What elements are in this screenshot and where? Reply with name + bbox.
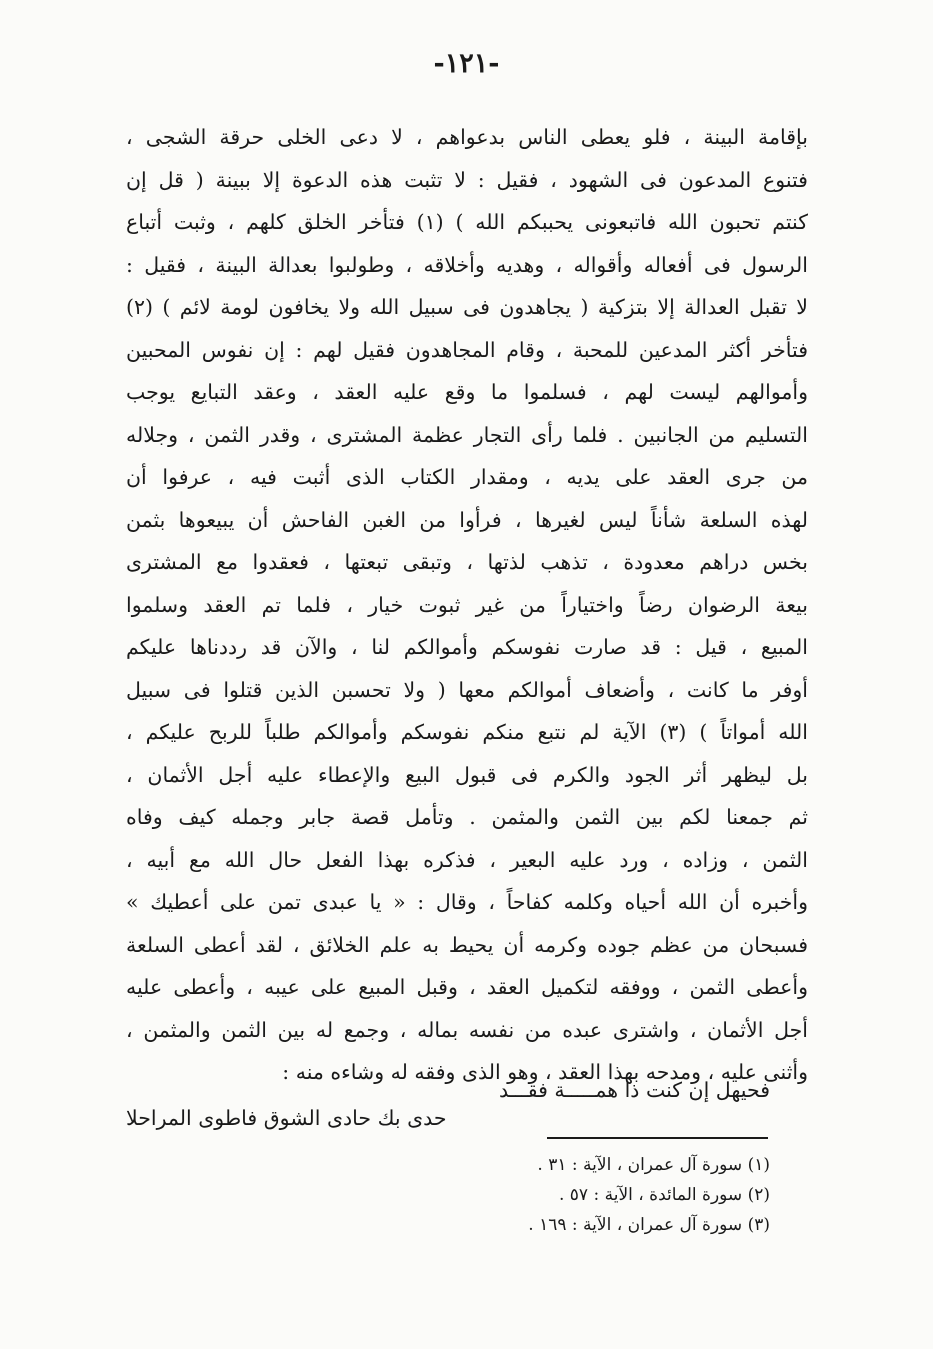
footnote: (١) سورة آل عمران ، الآية : ٣١ . [537,1155,770,1175]
text-line: بيعة الرضوان رضاً واختياراً من غير ثبوت خيار ، فلما تم العقد وسلموا [126,592,808,617]
text-line: بل ليظهر أثر الجود والكرم فى قبول البيع والإعطاء عليه أجل الأثمان ، [126,762,808,787]
verse-line-2-text: حدى بك حادى الشوق فاطوى المراحلا [126,1106,447,1130]
footnote: (٢) سورة المائدة ، الآية : ٥٧ . [558,1185,770,1205]
footnotes [300,1150,770,1240]
text-line: لهذه السلعة شأناً ليس لغيرها ، فرأوا من الغبن الفاحش أن يبيعوها بثمن [126,507,808,532]
text-line: وأعطى الثمن ، ووفقه لتكميل العقد ، وقبل المبيع على عيبه ، وأعطى عليه [126,975,808,999]
text-line: أوفر ما كانت ، وأضعاف أموالكم معها ( ولا تحسبن الذين قتلوا فى سبيل [126,677,808,702]
text-line: وأخبره أن الله أحياه وكلمه كفاحاً ، وقال : « يا عبدى تمن على أعطيك » [126,890,808,914]
text-line: وأموالهم ليست لهم ، فسلموا ما وقع عليه العقد ، وعقد التبايع يوجب [126,380,808,404]
text-line: الله أمواتاً ) (٣) الآية لم نتبع منكم نفوسكم وأموالكم طلباً للربح عليكم ، [126,720,808,744]
text-line: بخس دراهم معدودة ، تذهب لذتها ، وتبقى تبعتها ، فعقدوا مع المشترى [126,550,808,574]
verse-line-1: فحيهل إن كنت ذا همـــــة فقـــد [498,1078,770,1102]
text-line: وأثنى عليه ، ومدحه بهذا العقد ، وهو الذى وفقه له وشاءه منه : [282,1060,808,1084]
text-line: فسبحان من عظم جوده وكرمه أن يحيط به علم الخلائق ، لقد أعطى السلعة [126,932,808,957]
text-line: فتنوع المدعون فى الشهود ، فقيل : لا تثبت هذه الدعوة إلا ببينة ( قل إن [126,167,808,192]
footnote-separator [547,1137,768,1139]
text-line: ثم جمعنا لكم بين الثمن والمثمن . وتأمل قصة جابر وجمله كيف وفاه [126,805,808,829]
text-line: كنتم تحبون الله فاتبعونى يحببكم الله ) (١) فتأخر الخلق كلهم ، وثبت أتباع [126,210,808,234]
text-line: من جرى العقد على يديه ، ومقدار الكتاب الذى أثبت فيه ، عرفوا أن [126,465,808,489]
text-line: الثمن ، وزاده ، ورد عليه البعير ، فذكره بهذا الفعل حال الله مع أبيه ، [126,847,808,872]
text-line: لا تقبل العدالة إلا بتزكية ( يجاهدون فى سبيل الله ولا يخافون لومة لائم ) (٢) [126,295,808,319]
body-text [126,116,808,1094]
text-line: التسليم من الجانبين . فلما رأى التجار عظمة المشترى ، وقدر الثمن ، وجلاله [126,422,808,447]
verse-line-2 [126,1106,808,1130]
text-line: أجل الأثمان ، واشترى عبده من نفسه بماله ، وجمع له بين الثمن والمثمن ، [126,1017,808,1042]
text-line: المبيع ، قيل : قد صارت نفوسكم وأموالكم لنا ، والآن قد رددناها عليكم [126,635,808,659]
text-line: الرسول فى أفعاله وأقواله ، وهديه وأخلاقه ، وطولبوا بعدالة البينة ، فقيل : [126,252,808,277]
footnote: (٣) سورة آل عمران ، الآية : ١٦٩ . [528,1215,770,1235]
text-line: بإقامة البينة ، فلو يعطى الناس بدعواهم ، لا دعى الخلى حرقة الشجى ، [126,125,808,149]
page-number: -١٢١- [433,48,500,79]
text-line: فتأخر أكثر المدعين للمحبة ، وقام المجاهدون فقيل لهم : إن نفوس المحبين [126,337,808,362]
